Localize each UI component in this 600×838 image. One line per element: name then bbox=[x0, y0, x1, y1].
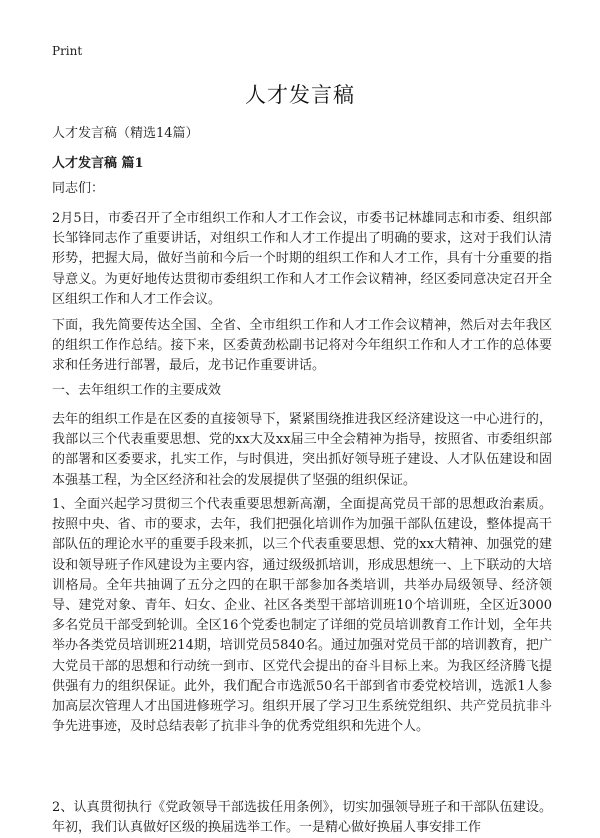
greeting: 同志们： bbox=[52, 181, 105, 196]
section-heading: 人才发言稿 篇1 bbox=[52, 156, 144, 171]
paragraph: 2、认真贯彻执行《党政领导干部选拔任用条例》，切实加强领导班子和干部队伍建设。年初，我们认真做好区级的换届选举工作。一是精心做好换届人事安排工作 bbox=[52, 800, 552, 836]
paragraph: 下面，我先简要传达全国、全省、全市组织工作和人才工作会议精神，然后对去年我区的组织工作作总结。接下来，区委黄劲松副书记将对今年组织工作和人才工作的总体要求和任务进行部署，最后，龙书记作重要讲话。 bbox=[52, 318, 552, 374]
document-subtitle: 人才发言稿（精选14篇） bbox=[52, 126, 199, 141]
print-link[interactable]: Print bbox=[52, 44, 83, 58]
subheading: 一、去年组织工作的主要成效 bbox=[52, 383, 222, 398]
paragraph: 2月5日，市委召开了全市组织工作和人才工作会议，市委书记林雄同志和市委、组织部长邹锋同志作了重要讲话，对组织工作和人才工作提出了明确的要求，这对于我们认清形势，把握大局，做好当前和今后一个时期的组织工作和人才工作，具有十分重要的指导意义。为更好地传达贯彻市委组织工作和人才工作会议精神，经区委同意决定召开全区组织工作和人才工作会议。 bbox=[52, 211, 552, 307]
paragraph: 1、全面兴起学习贯彻三个代表重要思想新高潮，全面提高党员干部的思想政治素质。按照中央、省、市的要求，去年，我们把强化培训作为加强干部队伍建设，整体提高干部队伍的理论水平的重要手段来抓，以三个代表重要思想、党的xx大精神、加强党的建设和领导班子作风建设为主要内容，通过级级抓培训，形成思想统一、上下联动的大培训格局。全年共抽调了五分之四的在职干部参加各类培训，共举办局级领导、经济领导、建党对象、青年、妇女、企业、社区各类型干部培训班10个培训班，全区近3000多名党员干部受到轮训。全区16个党委也制定了详细的党员培训教育工作计划，全年共举办各类党员培训班214期，培训党员5840名。通过加强对党员干部的培训教育，把广大党员干部的思想和行动统一到市、区党代会提出的奋斗目标上来。为我区经济腾飞提供强有力的组织保证。此外，我们配合市选派50名干部到省市委党校培训，选派1人参加高层次管理人才出国进修班学习。组织开展了学习卫生系统党组织、共产党员抗非斗争先进事迹，及时总结表彰了抗非斗争的优秀党组织和先进个人。 bbox=[52, 497, 552, 735]
document-title: 人才发言稿 bbox=[245, 83, 355, 107]
paragraph: 去年的组织工作是在区委的直接领导下，紧紧围绕推进我区经济建设这一中心进行的，我部以三个代表重要思想、党的xx大及xx届三中全会精神为指导，按照省、市委组织部的部署和区委要求，扎实工作，与时俱进，突出抓好领导班子建设、人才队伍建设和固本强基工程，为全区经济和社会的发展提供了坚强的组织保证。 bbox=[52, 412, 552, 488]
